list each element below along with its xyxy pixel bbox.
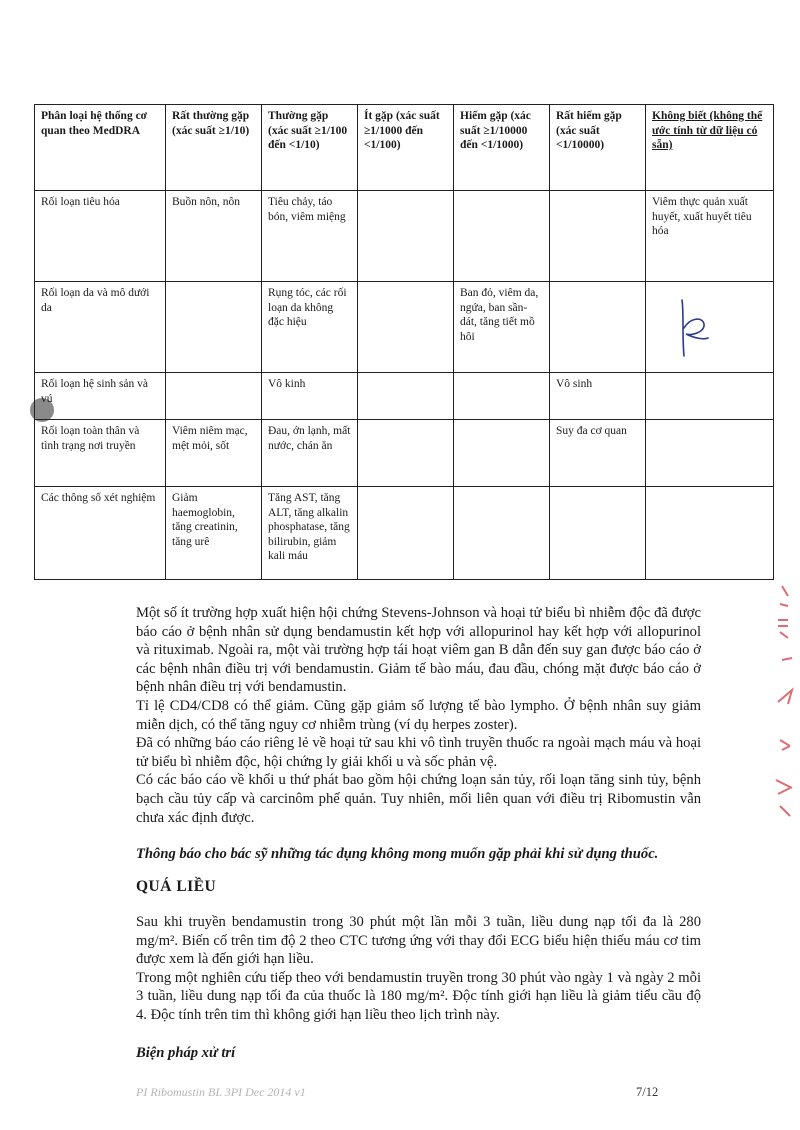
table-cell: Rối loạn hệ sinh sản và vú (35, 373, 166, 420)
table-cell (646, 420, 774, 487)
table-row (35, 420, 774, 487)
table-cell (454, 420, 550, 487)
header-cell: Ít gặp (xác suất ≥1/1000 đến <1/100) (358, 105, 454, 191)
table-row (35, 373, 774, 420)
table-cell (166, 373, 262, 420)
table-cell: Giảm haemoglobin, tăng creatinin, tăng urê (166, 487, 262, 580)
overdose-heading: QUÁ LIỀU (136, 878, 217, 895)
table-cell: Suy đa cơ quan (550, 420, 646, 487)
header-cell: Rất thường gặp (xác suất ≥1/10) (166, 105, 262, 191)
table-cell: Rối loạn da và mô dưới da (35, 282, 166, 373)
side-effects-text (136, 604, 701, 827)
doctor-notice: Thông báo cho bác sỹ những tác dụng không mong muốn gặp phải khi sử dụng thuốc. (136, 846, 659, 862)
paragraph: Có các báo cáo về khối u thứ phát bao gồm hội chứng loạn sản tủy, rối loạn tăng sinh tủy, bệnh bạch cầu tủy cấp và carcinôm phế quản. Tuy nhiên, mối liên quan với điều trị Ribomustin vẫn chưa xác định được. (136, 772, 701, 826)
table-cell: Các thông số xét nghiệm (35, 487, 166, 580)
table-cell: Rối loạn toàn thân và tình trạng nơi truyền (35, 420, 166, 487)
table-cell (358, 487, 454, 580)
table-cell (358, 420, 454, 487)
header-cell: Hiếm gặp (xác suất ≥1/10000 đến <1/1000) (454, 105, 550, 191)
paragraph: Tỉ lệ CD4/CD8 có thể giảm. Cũng gặp giảm số lượng tế bào lympho. Ở bệnh nhân suy giảm miễn dịch, có thể tăng nguy cơ nhiễm trùng (ví dụ herpes zoster). (136, 697, 701, 733)
paragraph: Một số ít trường hợp xuất hiện hội chứng Stevens-Johnson và hoại tử biểu bì nhiễm độc đã được báo cáo ở bệnh nhân sử dụng bendamustin kết hợp với allopurinol hay kết hợp với allopurinol và rituximab. Ngoài ra, một vài trường hợp tái hoạt viêm gan B dẫn đến suy gan được báo cáo ở các bệnh nhân điều trị với bendamustin. Giảm tế bào máu, đau đầu, chóng mặt được báo cáo ở bệnh nhân điều trị với bendamustin. (136, 605, 701, 696)
table-cell: Viêm niêm mạc, mệt mỏi, sốt (166, 420, 262, 487)
header-cell: Không biết (không thể ước tính từ dữ liệu có sẵn) (646, 105, 774, 191)
table-cell: Rối loạn tiêu hóa (35, 191, 166, 282)
table-cell (550, 487, 646, 580)
table-cell: Rụng tóc, các rối loạn da không đặc hiệu (262, 282, 358, 373)
table-cell (646, 373, 774, 420)
table-cell (454, 191, 550, 282)
table-row (35, 282, 774, 373)
side-effects-table (34, 104, 774, 580)
table-cell (454, 373, 550, 420)
table-cell: Buồn nôn, nôn (166, 191, 262, 282)
table-cell (358, 373, 454, 420)
table-cell: Vô sinh (550, 373, 646, 420)
overdose-text (136, 913, 701, 1025)
management-subheading: Biện pháp xử trí (136, 1045, 236, 1061)
table-header-row (35, 105, 774, 191)
table-row (35, 191, 774, 282)
table-cell (454, 487, 550, 580)
paragraph: Đã có những báo cáo riêng lẻ về hoại tử sau khi vô tình truyền thuốc ra ngoài mạch máu và hoại tử biểu bì nhiễm độc, hội chứng ly giải khối u và sốc phản vệ. (136, 735, 701, 770)
table-cell (358, 282, 454, 373)
header-cell: Rất hiếm gặp (xác suất <1/10000) (550, 105, 646, 191)
paragraph: Sau khi truyền bendamustin trong 30 phút một lần mỗi 3 tuần, liều dung nạp tối đa là 280 mg/m². Biến cố trên tim độ 2 theo CTC tương ứng với thay đổi ECG biểu hiện thiếu máu cơ tim được xem là đến giới hạn liều. (136, 914, 701, 968)
table-cell (358, 191, 454, 282)
table-row (35, 487, 774, 580)
page-number: 7/12 (636, 1085, 659, 1099)
red-stamp-mark (752, 580, 800, 830)
table-cell: Tiêu chảy, táo bón, viêm miệng (262, 191, 358, 282)
table-cell (550, 191, 646, 282)
footer-document-id: PI Ribomustin BL 3PI Dec 2014 v1 (136, 1085, 306, 1099)
header-cell: Phân loại hệ thống cơ quan theo MedDRA (35, 105, 166, 191)
table-cell: Tăng AST, tăng ALT, tăng alkalin phosphatase, tăng bilirubin, giảm kali máu (262, 487, 358, 580)
table-cell: Đau, ớn lạnh, mất nước, chán ăn (262, 420, 358, 487)
table-cell: Viêm thực quản xuất huyết, xuất huyết tiêu hóa (646, 191, 774, 282)
table-cell: Ban đỏ, viêm da, ngứa, ban sần-dát, tăng tiết mồ hôi (454, 282, 550, 373)
table-cell: Vô kinh (262, 373, 358, 420)
table-cell (550, 282, 646, 373)
handwritten-signature (668, 294, 716, 366)
table-cell (166, 282, 262, 373)
header-cell: Thường gặp (xác suất ≥1/100 đến <1/10) (262, 105, 358, 191)
table-cell (646, 487, 774, 580)
paragraph: Trong một nghiên cứu tiếp theo với bendamustin truyền trong 30 phút vào ngày 1 và ngày 2 mỗi 3 tuần, liều dung nạp tối đa của thuốc là 180 mg/m². Độc tính giới hạn liều là giảm tiểu cầu độ 4. Độc tính trên tim thì không giới hạn liều theo lịch trình này. (136, 969, 701, 1023)
